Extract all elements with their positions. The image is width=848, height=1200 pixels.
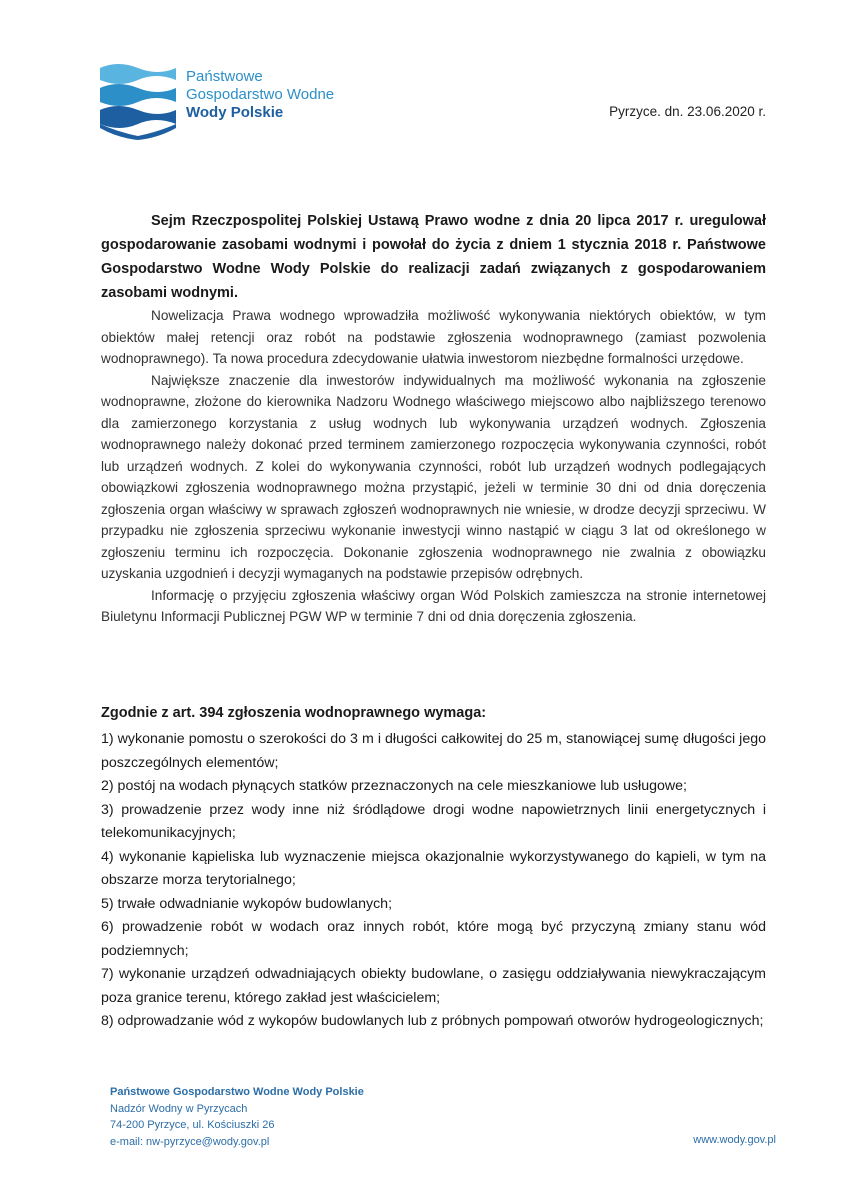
requirements-list [101, 728, 766, 1034]
list-item: 3) prowadzenie przez wody inne niż śródlądowe drogi wodne napowietrznych linii energetycznych i telekomunikacyjnych; [101, 801, 766, 841]
organization-logo [98, 62, 358, 142]
logo-line-2: Gospodarstwo Wodne [186, 86, 335, 103]
list-item: 8) odprowadzanie wód z wykopów budowlanych lub z próbnych pompowań otworów hydrogeologicznych; [101, 1013, 764, 1029]
paragraph-2: Największe znaczenie dla inwestorów indywidualnych ma możliwość wykonania na zgłoszenie wodnoprawne, złożone do kierownika Nadzoru Wodnego właściwego miejscowo albo najbliższego terenowo dla zamierzonego korzystania z usług wodnych lub wykonywania urządzeń wodnych. Zgłoszenia wodnoprawnego należy dokonać przed terminem zamierzonego rozpoczęcia wykonywania czynności, robót lub urządzeń wodnych. Z kolei do wykonywania czynności, robót lub urządzeń wodnych podlegających obowiązkowi zgłoszenia wodnoprawnego można przystąpić, jeżeli w terminie 30 dni od dnia doręczenia zgłoszenia organ właściwy w sprawach zgłoszeń wodnoprawnych nie wniesie, w drodze decyzji sprzeciwu. W przypadku nie zgłoszenia sprzeciwu wykonanie inwestycji winno nastąpić w ciągu 3 lat od określonego w zgłoszeniu terminu ich rozpoczęcia. Dokonanie zgłoszenia wodnoprawnego nie zwalnia z obowiązku uzyskania uzgodnień i decyzji wymaganych na podstawie przepisów odrębnych. [101, 372, 766, 581]
list-item: 5) trwałe odwadnianie wykopów budowlanych; [101, 895, 393, 912]
logo-line-3: Wody Polskie [186, 104, 284, 121]
list-item: 6) prowadzenie robót w wodach oraz innych robót, które mogą być przyczyną zmiany stanu wód podziemnych; [101, 919, 766, 959]
waves-logo-icon [98, 62, 178, 140]
footer-contact [110, 1084, 364, 1150]
requirements-heading: Zgodnie z art. 394 zgłoszenia wodnoprawnego wymaga: [101, 705, 487, 721]
footer-website-link[interactable]: www.wody.gov.pl [693, 1134, 776, 1146]
intro-paragraph: Sejm Rzeczpospolitej Polskiej Ustawą Prawo wodne z dnia 20 lipca 2017 r. uregulował gospodarowanie zasobami wodnymi i powołał do życia z dniem 1 stycznia 2018 r. Państwowe Gospodarstwo Wodne Wody Polskie do realizacji zadań związanych z gospodarowaniem zasobami wodnymi. [101, 213, 766, 301]
footer-unit: Nadzór Wodny w Pyrzycach [110, 1102, 248, 1115]
paragraph-1: Nowelizacja Prawa wodnego wprowadziła możliwość wykonywania niektórych obiektów, w tym obiektów małej retencji oraz robót na podstawie zgłoszenia wodnoprawnego (zamiast pozwolenia wodnoprawnego). Ta nowa procedura zdecydowanie ułatwia inwestorom niezbędne formalności urzędowe. [101, 308, 766, 366]
paragraph-3: Informację o przyjęciu zgłoszenia właściwy organ Wód Polskich zamieszcza na stronie internetowej Biuletynu Informacji Publicznej PGW WP w terminie 7 dni od dnia doręczenia zgłoszenia. [101, 587, 766, 624]
footer-address: 74-200 Pyrzyce, ul. Kościuszki 26 [110, 1119, 275, 1131]
logo-line-1: Państwowe [186, 68, 263, 85]
list-item: 1) wykonanie pomostu o szerokości do 3 m i długości całkowitej do 25 m, stanowiącej sumę długości jego poszczególnych elementów; [101, 731, 766, 771]
footer-email[interactable]: e-mail: nw-pyrzyce@wody.gov.pl [110, 1135, 270, 1148]
logo-wordmark [186, 68, 334, 122]
document-date: Pyrzyce. dn. 23.06.2020 r. [609, 104, 766, 119]
list-item: 2) postój na wodach płynących statków przeznaczonych na cele mieszkaniowe lub usługowe; [101, 778, 687, 794]
list-item: 4) wykonanie kąpieliska lub wyznaczenie miejsca okazjonalnie wykorzystywanego do kąpieli, w tym na obszarze morza terytorialnego; [101, 848, 766, 888]
list-item: 7) wykonanie urządzeń odwadniających obiekty budowlane, o zasięgu oddziaływania niewykraczającym poza granice terenu, którego zakład jest właścicielem; [101, 966, 766, 1006]
document-body [101, 209, 766, 628]
footer-organization: Państwowe Gospodarstwo Wodne Wody Polskie [110, 1086, 364, 1098]
